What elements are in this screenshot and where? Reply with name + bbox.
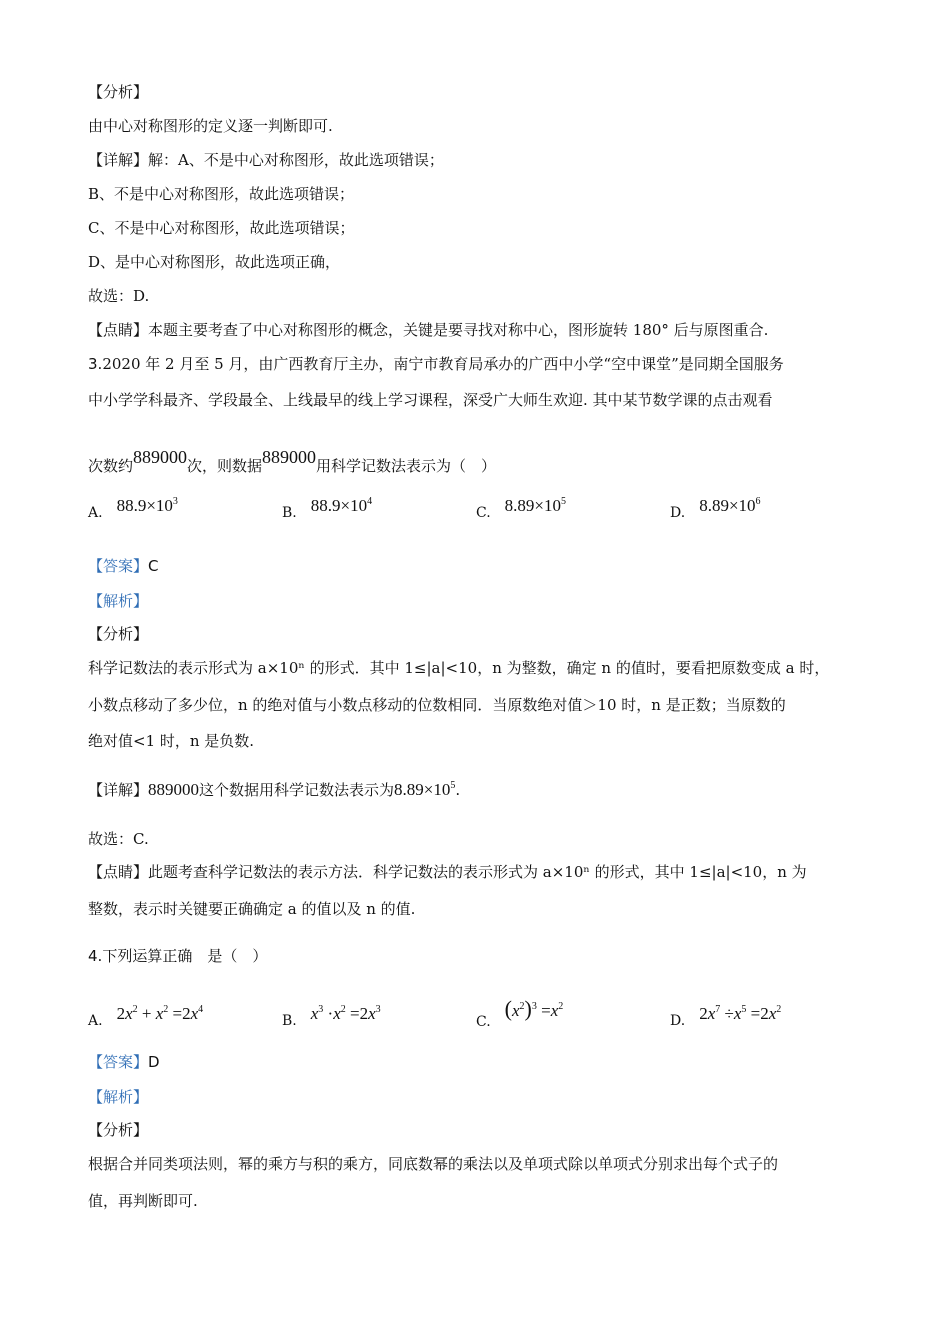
q3-option-d-expr: $8.89\times 10^6$ [699, 496, 761, 515]
q3-analysis-heading: 【分析】 [88, 625, 149, 643]
comment-line [88, 320, 768, 340]
analysis-text: 由中心对称图形的定义逐一判断即可. [88, 117, 333, 135]
detail-a-text: 解：A、不是中心对称图形，故此选项错误； [148, 151, 444, 169]
q3-detail-line [88, 778, 460, 802]
detail-heading: 【详解】 [88, 151, 149, 169]
comment-text: 本题主要考查了中心对称图形的概念，关键是要寻找对称中心，图形旋转 180° 后与原图重合. [148, 321, 769, 339]
q3-answer-line [88, 556, 159, 576]
comment-heading: 【点睛】 [88, 321, 149, 339]
detail-line-a [88, 150, 444, 170]
q3-stem-line1 [88, 354, 784, 374]
q4-analysis-line2: 值，再判断即可. [88, 1192, 198, 1210]
q3-comment-line2: 整数，表示时关键要正确确定 a 的值以及 n 的值. [88, 900, 416, 918]
q3-option-c-expr: $8.89\times 10^5$ [504, 496, 567, 515]
q3-option-b[interactable] [282, 496, 372, 521]
q3-stem-line2: 中小学学科最齐、学段最全、上线最早的线上学习课程，深受广大师生欢迎. 其中某节数学课的点击观看 [88, 391, 773, 409]
q4-option-d-expr: $2x^7 \div x^5 =2x^2$ [699, 1004, 782, 1023]
q3-analysis-line2: 小数点移动了多少位，n 的绝对值与小数点移动的位数相同．当原数绝对值＞10 时，n 是正数；当原数的 [88, 696, 786, 714]
q4-option-c-expr: $(x^2)^3 =x^2$ [504, 996, 564, 1021]
q3-detail-mid: 这个数据用科学记数法表示为 [199, 781, 395, 799]
q3-option-b-letter: B. [282, 505, 297, 521]
q3-option-a[interactable] [88, 496, 178, 521]
q4-option-b-expr: $x^3 \cdot x^2 =2x^3$ [310, 1004, 381, 1023]
q4-answer-value: D [148, 1053, 160, 1071]
q4-option-d[interactable] [670, 1004, 781, 1029]
q3-comment-line1 [88, 862, 807, 882]
analysis-heading: 【分析】 [88, 83, 149, 101]
q3-number: 3. [88, 355, 103, 373]
detail-line-d: D、是中心对称图形，故此选项正确， [88, 253, 341, 271]
q4-solution-heading: 【解析】 [88, 1088, 149, 1106]
choice-line: 故选：D. [88, 287, 150, 305]
detail-line-b: B、不是中心对称图形，故此选项错误； [88, 185, 355, 203]
q4-stem [88, 946, 267, 966]
q3-option-c-letter: C. [476, 505, 491, 521]
q3-answer-value: C [148, 557, 159, 575]
q3-stem-line3 [88, 444, 496, 479]
q4-number: 4. [88, 947, 103, 965]
detail-line-c: C、不是中心对称图形，故此选项错误； [88, 219, 355, 237]
q4-option-a-letter: A. [88, 1013, 103, 1029]
q3-line1-text: 2020 年 2 月至 5 月，由广西教育厅主办，南宁市教育局承办的广西中小学“空中课堂”是同期全国服务 [102, 355, 784, 373]
q3-option-d[interactable] [670, 496, 761, 521]
q4-option-b-letter: B. [282, 1013, 297, 1029]
q3-detail-end: . [455, 781, 461, 799]
q4-option-d-letter: D. [670, 1013, 686, 1029]
q4-analysis-heading: 【分析】 [88, 1121, 149, 1139]
q4-option-b[interactable] [282, 1004, 381, 1029]
q4-option-a-expr: $2x^2 + x^2 =2x^4$ [116, 1004, 204, 1023]
q3-analysis-line3: 绝对值<1 时，n 是负数. [88, 732, 255, 750]
q3-option-a-letter: A. [88, 505, 103, 521]
q3-analysis-line1: 科学记数法的表示形式为 a×10ⁿ 的形式．其中 1≤|a|<10，n 为整数，确定 n 的值时，要看把原数变成 a 时， [88, 659, 830, 677]
q4-answer-heading: 【答案】 [88, 1053, 149, 1071]
q3-option-a-expr: $88.9\times 10^3$ [116, 496, 178, 515]
q3-detail-heading: 【详解】 [88, 781, 149, 799]
q3-option-b-expr: $88.9\times 10^4$ [310, 496, 373, 515]
q3-comment-text-1: 此题考查科学记数法的表示方法．科学记数法的表示形式为 a×10ⁿ 的形式，其中 1≤|a|<10，n 为 [148, 863, 807, 881]
q3-solution-heading: 【解析】 [88, 592, 149, 610]
q3-choice-line: 故选：C. [88, 830, 149, 848]
q4-option-c-letter: C. [476, 1014, 491, 1030]
q4-option-a[interactable] [88, 1004, 203, 1029]
q4-option-c[interactable] [476, 996, 563, 1030]
q4-stem-text: 下列运算正确 是（ ） [102, 947, 268, 965]
q3-option-d-letter: D. [670, 505, 686, 521]
q3-line3-a: 次数约 [88, 457, 134, 475]
q3-number-value-2: 889000 [262, 447, 317, 467]
q4-analysis-line1: 根据合并同类项法则，幂的乘方与积的乘方，同底数幂的乘法以及单项式除以单项式分别求出每个式子的 [88, 1155, 779, 1173]
q3-detail-result: $8.89\times 10^5$ [394, 780, 456, 799]
q3-comment-heading: 【点睛】 [88, 863, 149, 881]
q3-answer-heading: 【答案】 [88, 557, 149, 575]
q3-line3-c: 用科学记数法表示为（ ） [316, 457, 497, 475]
q3-option-c[interactable] [476, 496, 566, 521]
q3-detail-number: 889000 [148, 780, 200, 799]
q3-line3-b: 次，则数据 [187, 457, 263, 475]
q4-answer-line [88, 1052, 160, 1072]
q3-number-value: 889000 [133, 447, 188, 467]
